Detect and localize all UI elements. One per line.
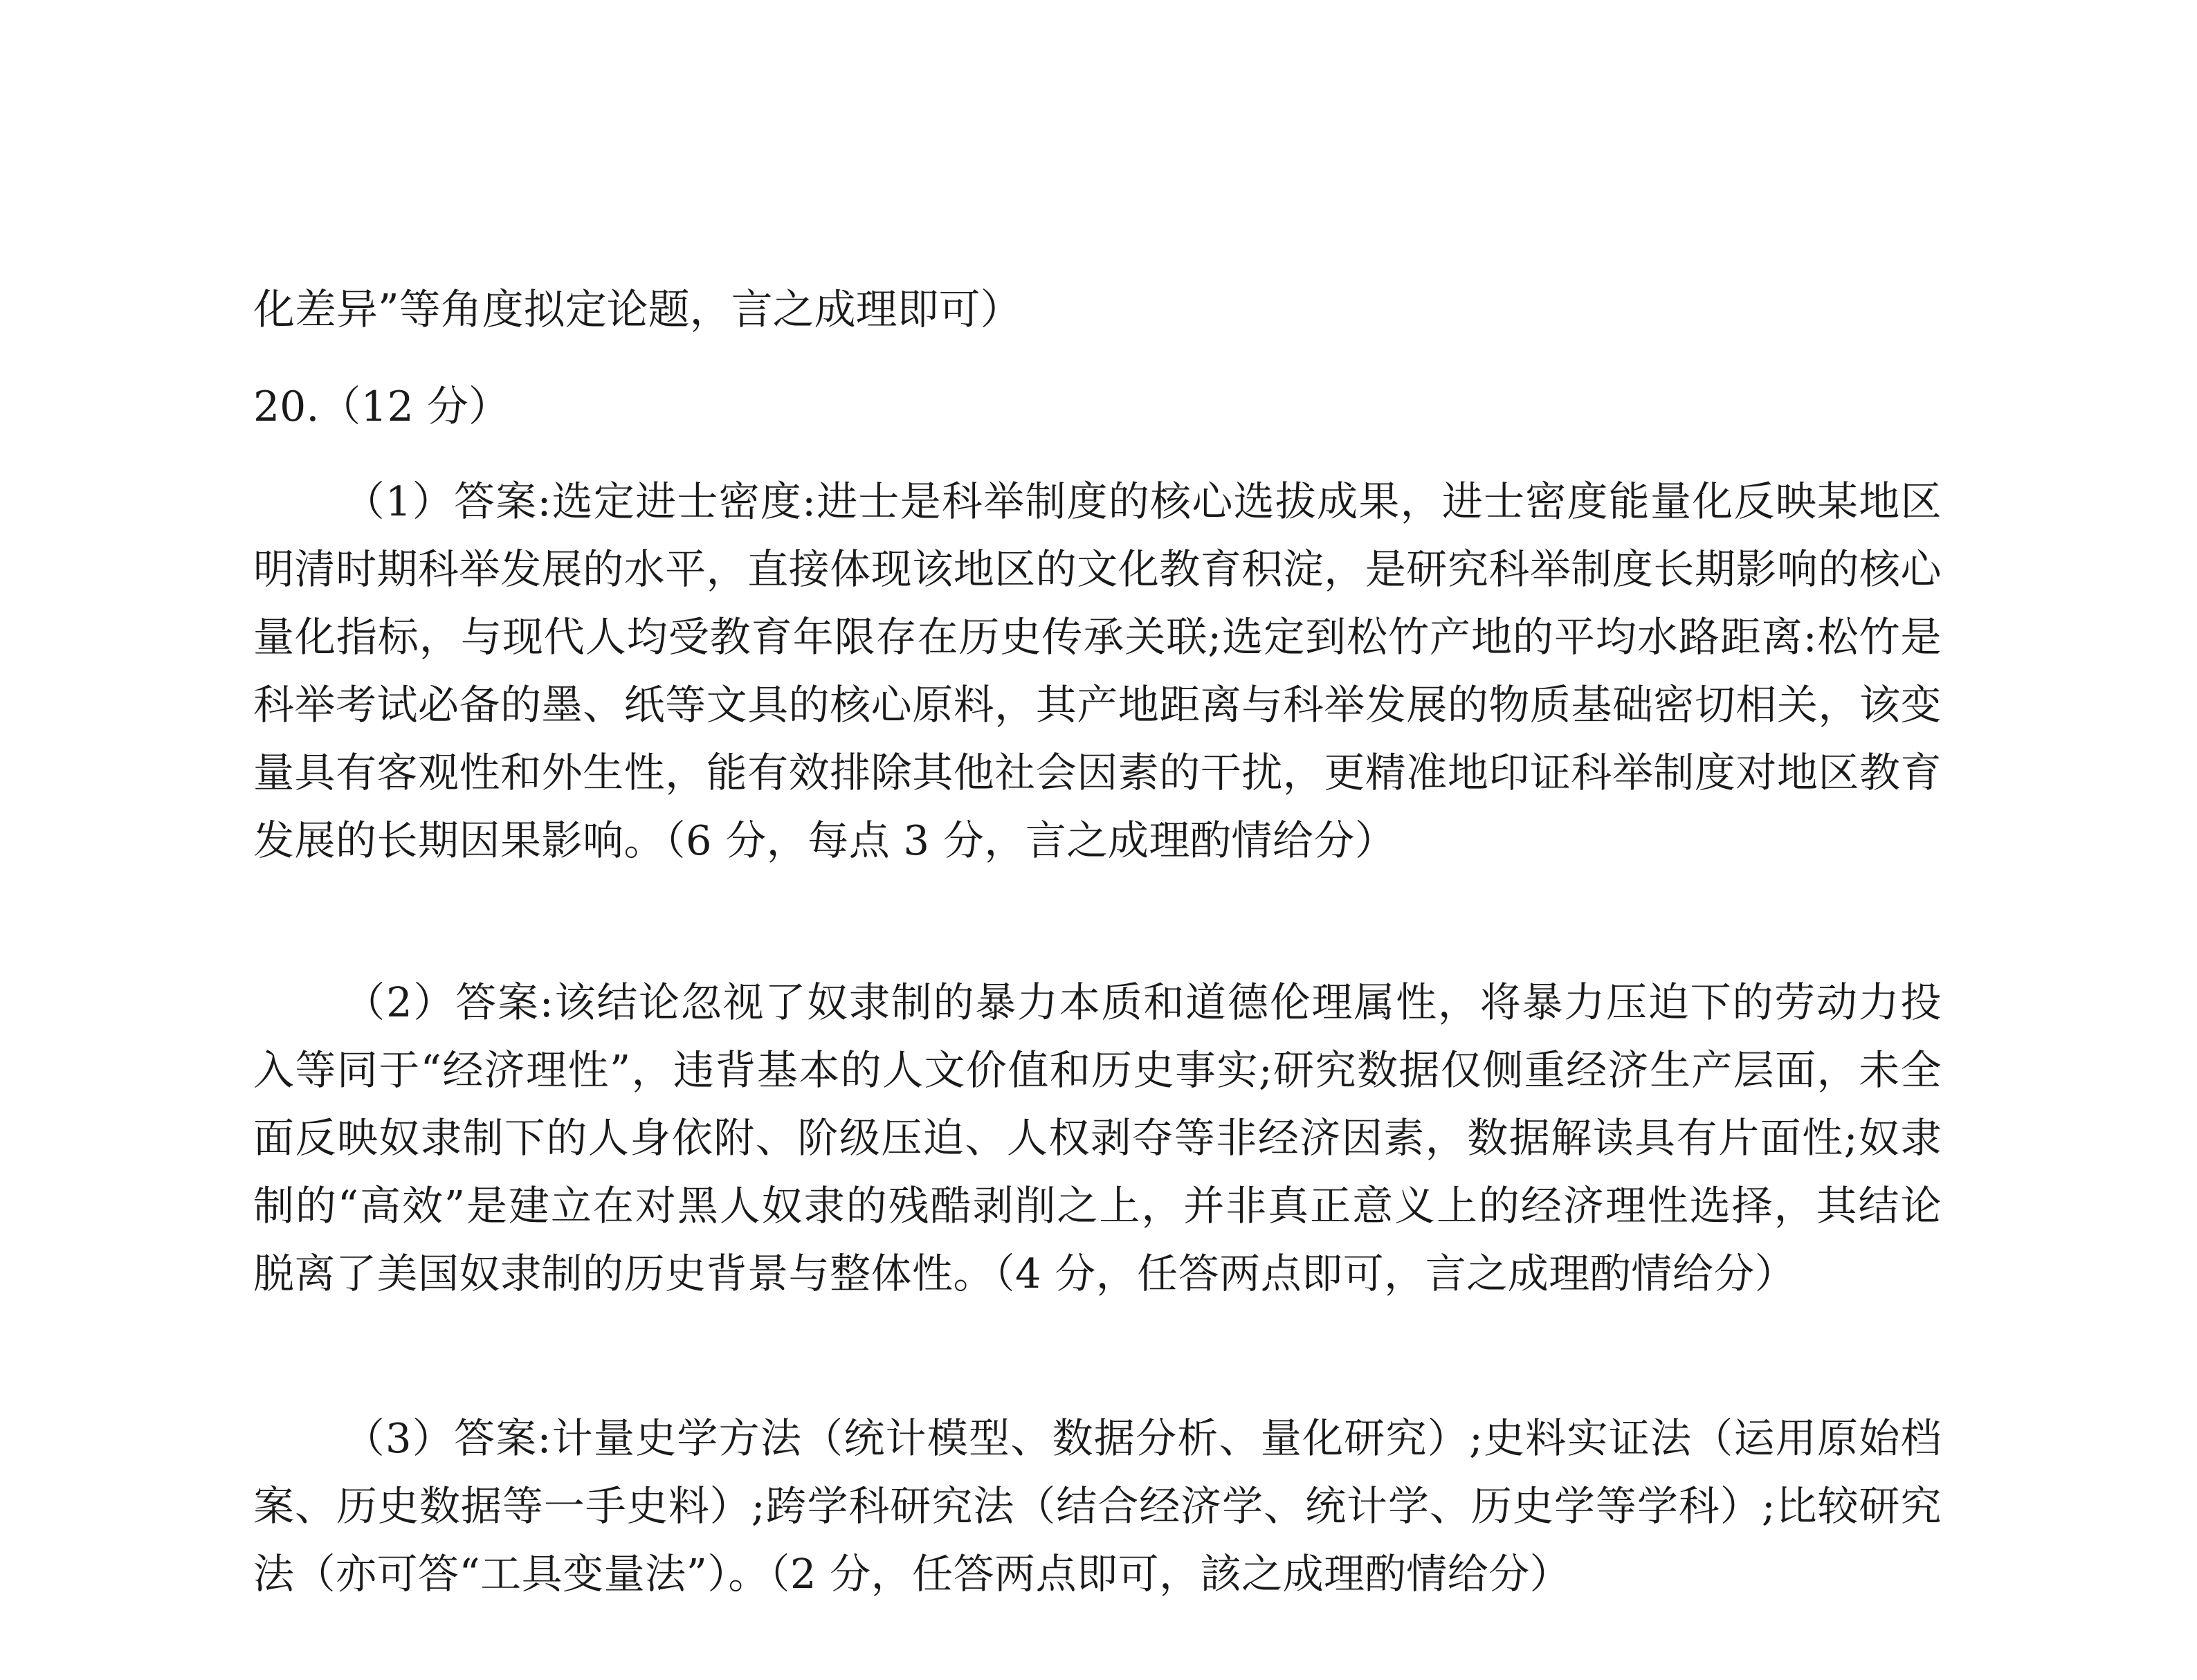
answer-part-3 <box>253 1405 1942 1608</box>
answer-part-1 <box>253 468 1942 875</box>
answer-part-3-text: 答案:计量史学方法（统计模型、数据分析、量化研究）;史料实证法（运用原始档案、历史数据等一手史料）;跨学科研究法（结合经济学、统计学、历史学等学科）;比较研究法（亦可答“工具变量法”）。（2 分，任答两点即可，該之成理酌情给分） <box>253 1414 1942 1598</box>
answer-part-1-text: 答案:选定进士密度:进士是科举制度的核心选拔成果，进士密度能量化反映某地区明清时期科举发展的水平，直接体现该地区的文化教育积淀，是研究科举制度长期影响的核心量化指标，与现代人均受教育年限存在历史传承关联;选定到松竹产地的平均水路距离:松竹是科举考试必备的墨、纸等文具的核心原料，其产地距离与科举发展的物质基础密切相关，该变量具有客观性和外生性，能有效排除其他社会因素的干扰，更精准地印证科举制度对地区教育发展的长期因果影响。（6 分，每点 3 分，言之成理酌情给分） <box>253 477 1942 864</box>
answer-part-2-label: （2） <box>343 978 456 1026</box>
answer-part-1-label: （1） <box>343 477 455 525</box>
question-header: 20.（12 分） <box>253 383 510 431</box>
answer-part-2 <box>253 969 1942 1308</box>
answer-part-3-label: （3） <box>343 1414 455 1462</box>
continuation-line: 化差异”等角度拟定论题，言之成理即可） <box>253 286 1022 334</box>
answer-key-page <box>253 0 1942 1680</box>
answer-part-2-text: 答案:该结论忽视了奴隶制的暴力本质和道德伦理属性，将暴力压迫下的劳动力投入等同于“经济理性”，违背基本的人文价值和历史事实;研究数据仅侧重经济生产层面，未全面反映奴隶制下的人身依附、阶级压迫、人权剥夺等非经济因素，数据解读具有片面性;奴隶制的“高效”是建立在对黑人奴隶的残酷剥削之上，并非真正意义上的经济理性选择，其结论脱离了美国奴隶制的历史背景与整体性。（4 分，任答两点即可，言之成理酌情给分） <box>253 978 1942 1297</box>
